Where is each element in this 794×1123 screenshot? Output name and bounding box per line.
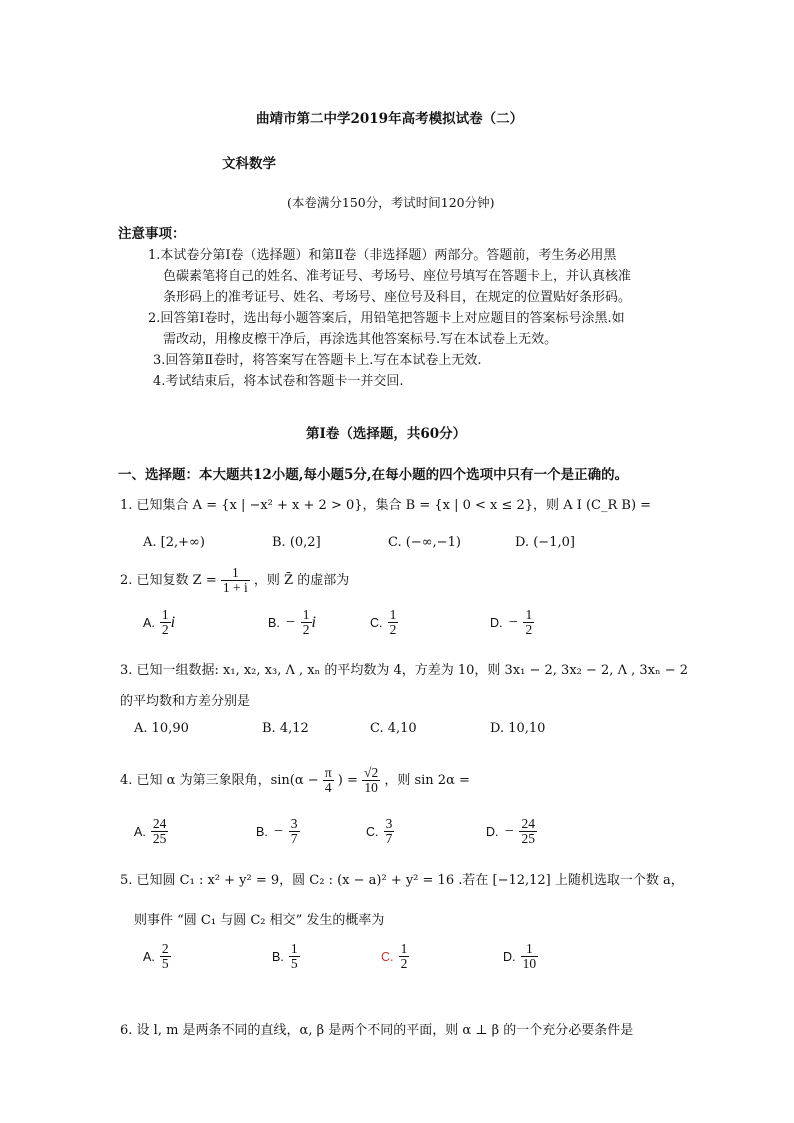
frac-den: 7: [385, 831, 393, 847]
q4-tail: ，则 sin 2α =: [384, 773, 470, 789]
frac-num: 24: [152, 816, 167, 831]
question-6: 6. 设 l, m 是两条不同的直线，α, β 是两个不同的平面，则 α ⊥ β 的一个充分必要条件是: [120, 1023, 634, 1038]
frac-den: 25: [521, 831, 535, 847]
note-line: 3.回答第Ⅱ卷时，将答案写在答题卡上.写在本试卷上无效.: [153, 353, 482, 368]
frac-den: 5: [290, 956, 298, 972]
frac-num: 1: [302, 607, 310, 622]
option-sign: −: [284, 614, 296, 632]
q2-frac-den: 1 + i: [222, 580, 248, 596]
option-fraction: [289, 942, 300, 971]
option-fraction: [160, 608, 171, 637]
q2-option-c: [370, 608, 398, 637]
option-fraction: [521, 942, 539, 971]
q3-option-a: A. 10,90: [134, 721, 189, 736]
option-fraction: [160, 942, 171, 971]
option-label: B.: [256, 825, 268, 840]
frac-num: 1: [400, 941, 408, 956]
option-label: C.: [366, 825, 379, 840]
note-line: 1.本试卷分第Ⅰ卷（选择题）和第Ⅱ卷（非选择题）两部分。答题前，考生务必用黑: [148, 248, 617, 263]
q2-stem: 2. 已知复数 Z =: [120, 573, 217, 589]
option-fraction: [519, 817, 537, 846]
option-label: B.: [268, 616, 280, 631]
q4-option-b: [256, 817, 300, 846]
frac-num: 1: [290, 941, 298, 956]
frac-num: 2: [161, 941, 169, 956]
notes-heading: 注意事项：: [118, 226, 186, 242]
frac-num: 1: [521, 942, 539, 957]
option-label: D.: [486, 825, 499, 840]
option-label: A.: [143, 950, 155, 965]
option-sign: −: [507, 614, 519, 632]
frac-den: 10: [522, 956, 537, 972]
option-label: A.: [134, 825, 146, 840]
q5-option-b: [272, 942, 300, 971]
q4-option-c: [366, 817, 394, 846]
option-label: C.: [381, 950, 394, 965]
option-suffix: i: [170, 614, 176, 632]
frac-den: 10: [364, 780, 378, 796]
frac-num: 1: [389, 607, 397, 622]
section-instruction: 一、选择题：本大题共12小题,每小题5分,在每小题的四个选项中只有一个是正确的。: [118, 467, 629, 483]
frac-den: 2: [400, 956, 408, 972]
note-line: 色碳素笔将自己的姓名、准考证号、考场号、座位号填写在答题卡上，并认真核准: [163, 269, 632, 284]
note-line: 条形码上的准考证号、姓名、考场号、座位号及科目，在规定的位置贴好条形码。: [163, 290, 632, 305]
option-label: D.: [503, 950, 516, 965]
q5-option-d: [503, 942, 538, 971]
option-fraction: [388, 608, 399, 637]
q2-option-a: [143, 608, 175, 637]
option-fraction: [151, 817, 169, 846]
q1-option-b: B. (0,2]: [272, 535, 321, 550]
option-label: B.: [272, 950, 284, 965]
frac-num: 24: [521, 816, 535, 831]
question-5-line1: 5. 已知圆 C₁ : x² + y² = 9，圆 C₂ : (x − a)² + y² = 16 .若在 [−12,12] 上随机选取一个数 a，: [120, 873, 684, 888]
q4-option-a: [134, 817, 168, 846]
frac-num: 3: [385, 816, 393, 831]
option-label: D.: [490, 616, 503, 631]
option-fraction: [289, 817, 300, 846]
q3-option-b: B. 4,12: [262, 721, 309, 736]
option-label: C.: [370, 616, 383, 631]
option-fraction: [301, 608, 312, 637]
score-note: (本卷满分150分，考试时间120分钟): [287, 195, 495, 210]
q2-option-d: [490, 608, 534, 637]
option-sign: −: [503, 823, 515, 841]
q2-tail: ，则 Z̄ 的虚部为: [253, 573, 350, 589]
q2-option-b: [268, 608, 316, 637]
frac-den: 2: [161, 622, 169, 638]
q1-option-d: D. (−1,0]: [515, 535, 575, 550]
q4-pi-fraction: [323, 766, 334, 795]
q1-option-c: C. (−∞,−1): [388, 535, 461, 550]
question-3-line2: 的平均数和方差分别是: [120, 694, 251, 709]
q5-option-c: [381, 942, 409, 971]
q5-option-a: [143, 942, 171, 971]
frac-den: 5: [161, 956, 169, 972]
frac-num: 1: [525, 607, 533, 622]
option-suffix: i: [311, 614, 316, 632]
frac-den: 25: [152, 831, 167, 847]
page-title: 曲靖市第二中学2019年高考模拟试卷（二）: [256, 111, 524, 127]
frac-den: 2: [302, 622, 310, 638]
frac-num: 1: [161, 607, 169, 622]
q2-frac-num: 1: [221, 566, 250, 581]
question-1: 1. 已知集合 A = {x | −x² + x + 2 > 0}，集合 B = {x | 0 < x ≤ 2}，则 A I (C_R B) =: [120, 498, 652, 513]
q4-stem: 4. 已知 α 为第三象限角，sin(α −: [120, 773, 319, 789]
frac-num: √2: [364, 765, 379, 780]
q4-mid: ) =: [337, 773, 358, 789]
option-fraction: [384, 817, 395, 846]
q2-fraction: [221, 566, 250, 595]
question-3-line1: 3. 已知一组数据: x₁, x₂, x₃, Λ , xₙ 的平均数为 4，方差为 10，则 3x₁ − 2, 3x₂ − 2, Λ , 3xₙ − 2: [120, 663, 689, 678]
q1-option-a: A. [2,+∞): [143, 535, 205, 550]
frac-den: 2: [525, 622, 533, 638]
question-2: [120, 566, 349, 595]
frac-den: 4: [324, 780, 332, 796]
question-4: [120, 766, 470, 795]
q3-option-c: C. 4,10: [370, 721, 417, 736]
option-label: A.: [143, 616, 155, 631]
option-sign: −: [272, 823, 284, 841]
subject-label: 文科数学: [222, 156, 276, 172]
note-line: 需改动，用橡皮檫干净后，再涂选其他答案标号.写在本试卷上无效。: [163, 332, 558, 347]
question-5-line2: 则事件 “圆 C₁ 与圆 C₂ 相交” 发生的概率为: [134, 913, 385, 928]
note-line: 4.考试结束后，将本试卷和答题卡一并交回.: [153, 374, 404, 389]
note-line: 2.回答第Ⅰ卷时，选出每小题答案后，用铅笔把答题卡上对应题目的答案标号涂黑.如: [148, 311, 625, 326]
option-fraction: [523, 608, 534, 637]
section-title: 第Ⅰ卷（选择题，共60分）: [306, 426, 467, 442]
frac-num: 3: [290, 816, 298, 831]
option-fraction: [399, 942, 410, 971]
q4-value-fraction: [362, 766, 380, 795]
q3-option-d: D. 10,10: [490, 721, 546, 736]
frac-den: 2: [389, 622, 397, 638]
frac-den: 7: [290, 831, 298, 847]
q4-option-d: [486, 817, 537, 846]
frac-num: π: [324, 765, 332, 780]
